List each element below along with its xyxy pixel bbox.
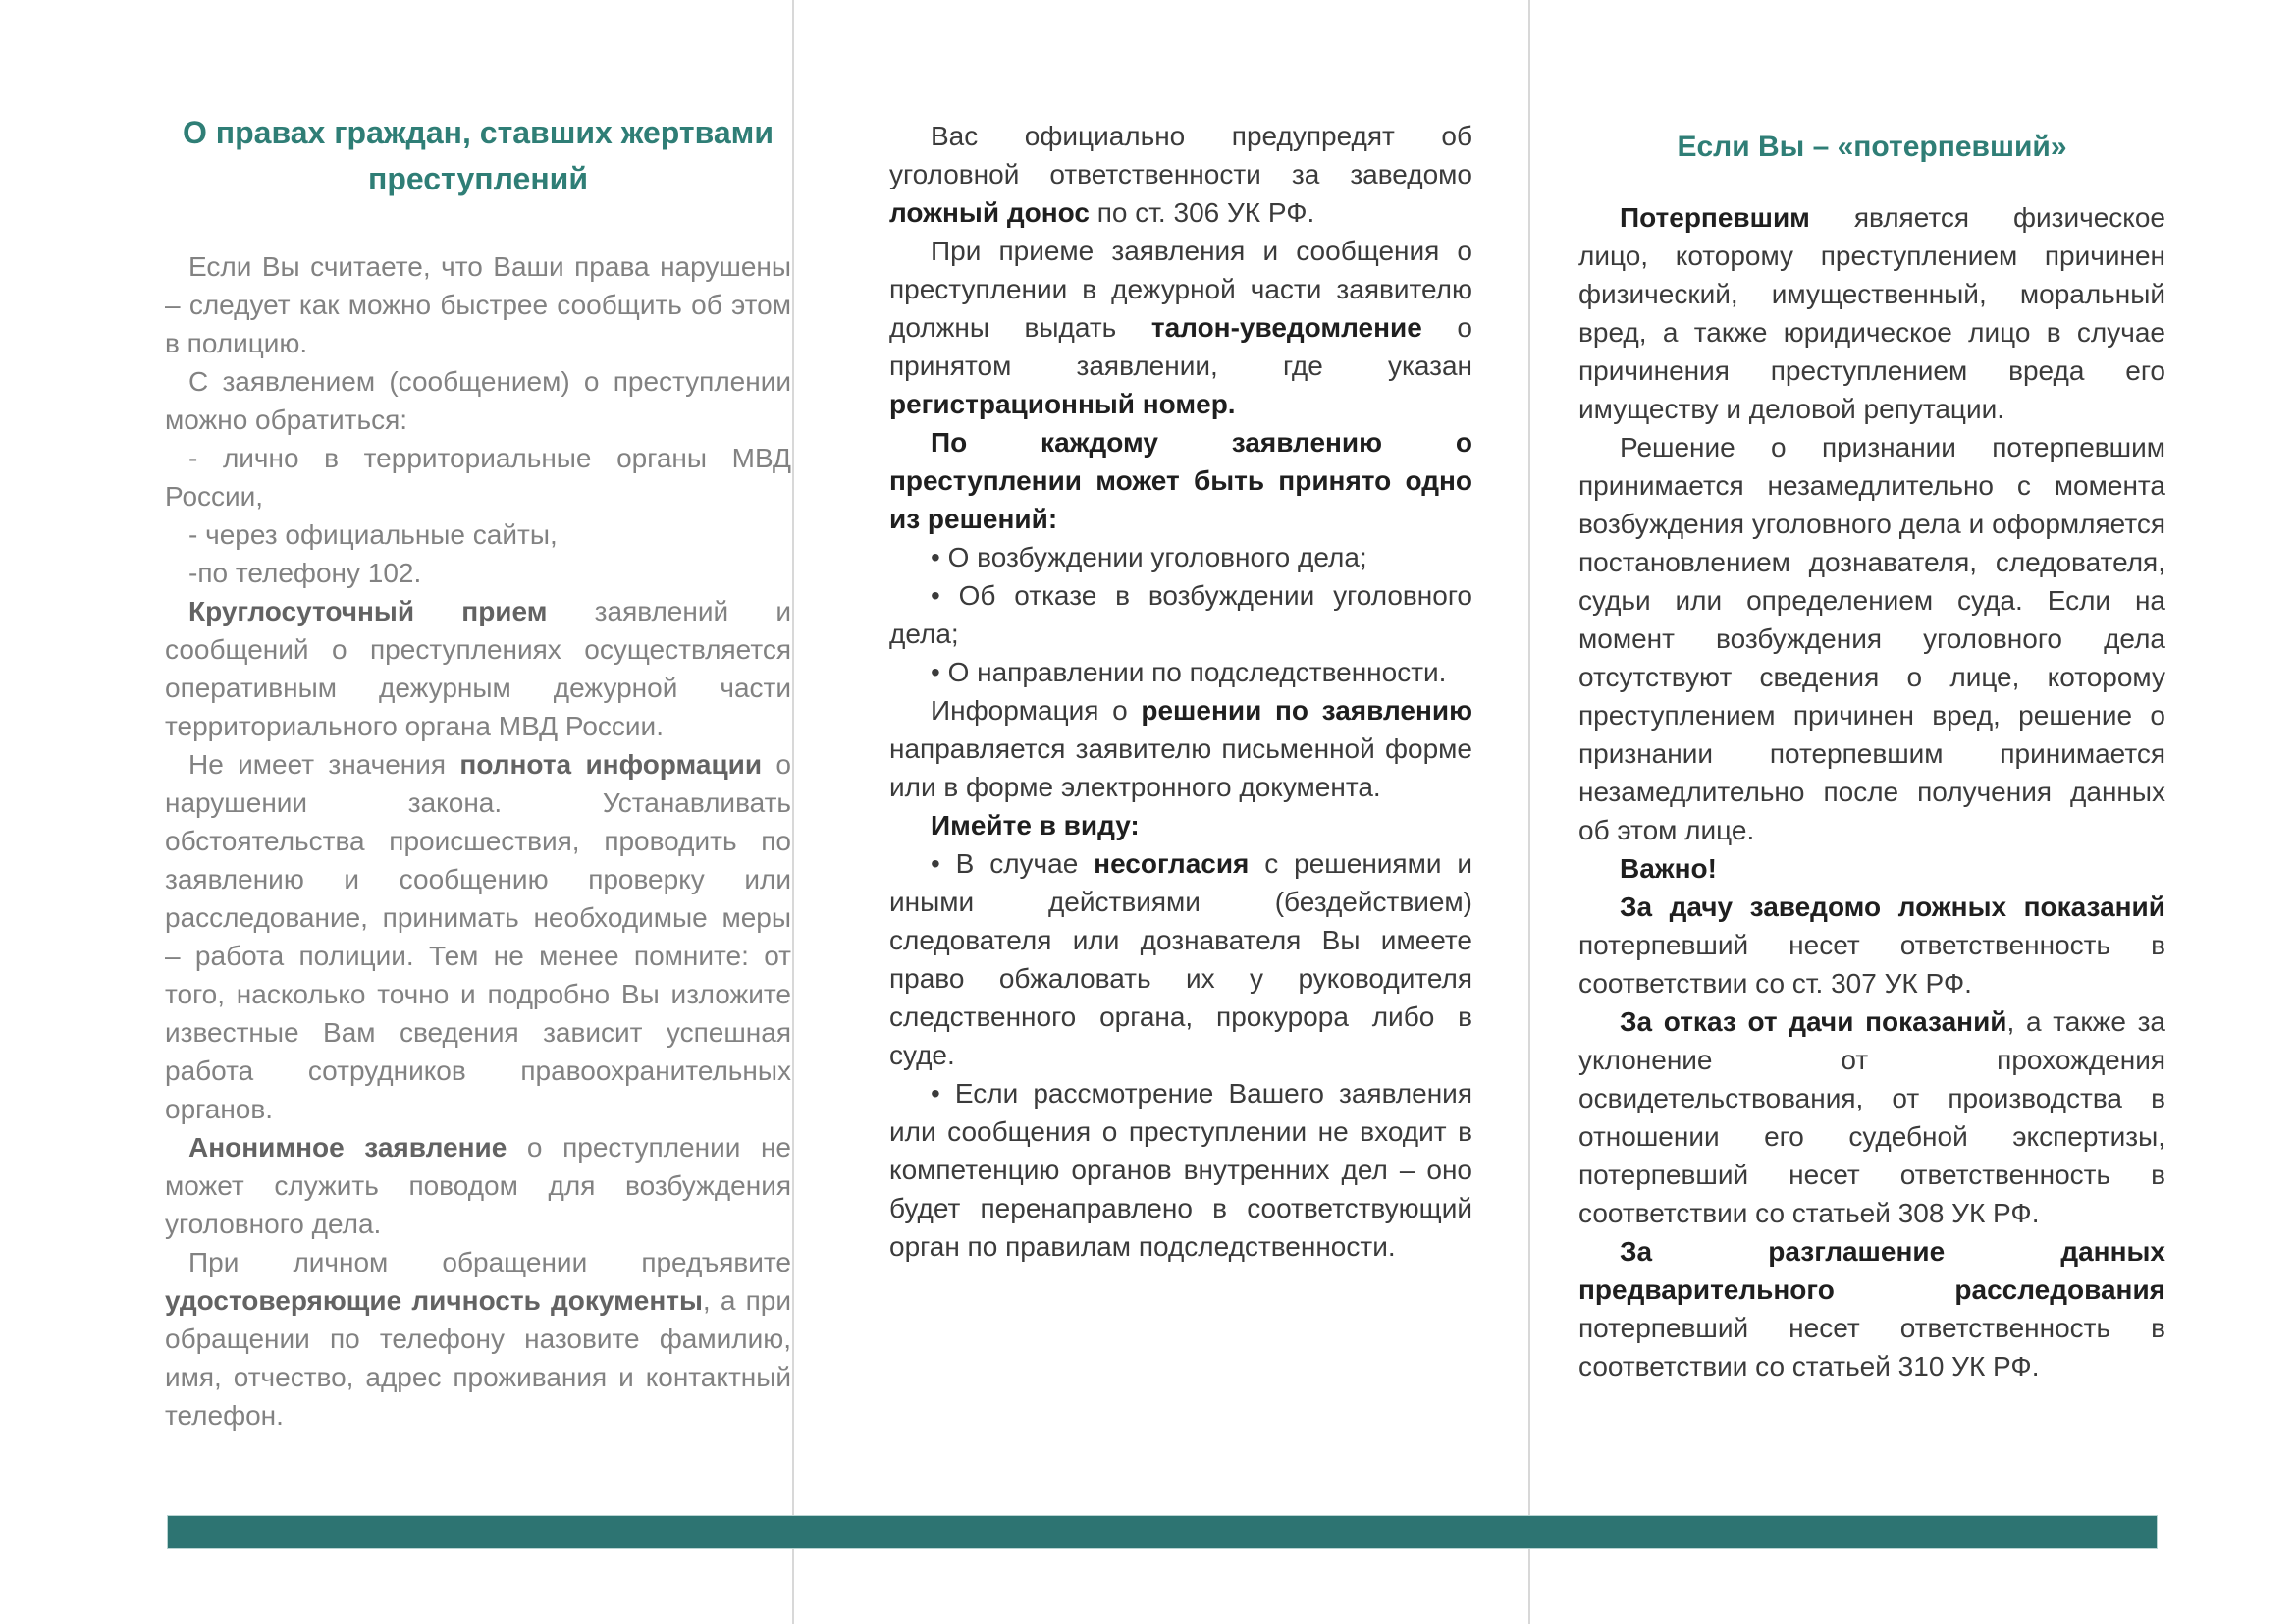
text-run: потерпевший несет ответственность в соответствии со ст. 307 УК РФ. xyxy=(1578,930,2165,999)
text-run: направляется заявителю письменной форме или в форме электронного документа. xyxy=(889,733,1472,802)
paragraph xyxy=(165,362,791,439)
paragraph xyxy=(1578,1002,2165,1232)
paragraph xyxy=(889,117,1472,232)
text-run: является физическое лицо, которому преступлением причинен физический, имущественный, моральный вред, а также юридическое лицо в случае причинения преступлением вреда его имуществу и деловой репутации. xyxy=(1578,202,2165,424)
bold-run: полнота информации xyxy=(459,749,763,780)
paragraph xyxy=(165,515,791,554)
text-run: При личном обращении предъявите xyxy=(188,1247,791,1277)
paragraph xyxy=(889,423,1472,538)
panel-3-title: Если Вы – «потерпевший» xyxy=(1677,131,2067,163)
panel-3-body xyxy=(1578,198,2165,1385)
bold-run: регистрационный номер. xyxy=(889,389,1236,419)
text-run: • Если рассмотрение Вашего заявления или сообщения о преступлении не входит в компетенцию органов внутренних дел – оно будет перенаправлено в соответствующий орган по правилам подследственности. xyxy=(889,1078,1472,1262)
text-run: При приеме заявления и сообщения о преступлении в дежурной части заявителю должны выдать xyxy=(889,236,1472,343)
paragraph xyxy=(889,576,1472,653)
text-run: - лично в территориальные органы МВД России, xyxy=(165,443,791,512)
paragraph xyxy=(165,1243,791,1435)
text-run: - через официальные сайты, xyxy=(188,519,558,550)
text-run: по ст. 306 УК РФ. xyxy=(1089,197,1315,228)
panel-1-title xyxy=(165,110,791,202)
bold-run: За дачу заведомо ложных показаний xyxy=(1620,892,2165,922)
paragraph xyxy=(165,592,791,745)
bold-run: решении по заявлению xyxy=(1141,695,1473,726)
panel-1-body xyxy=(165,247,791,1435)
text-run: потерпевший несет ответственность в соответствии со статьей 310 УК РФ. xyxy=(1578,1313,2165,1381)
text-run: , а при обращении по телефону назовите фамилию, имя, отчество, адрес проживания и контактный телефон. xyxy=(165,1285,791,1431)
text-run: Вас официально предупредят об уголовной ответственности за заведомо xyxy=(889,121,1472,189)
bold-run: талон-уведомление xyxy=(1150,312,1422,343)
bold-run: Круглосуточный прием xyxy=(188,596,548,626)
text-run: о принятом заявлении, где указан xyxy=(889,312,1473,381)
text-run: • О возбуждении уголовного дела; xyxy=(931,542,1367,572)
bold-run: За разглашение данных предварительного расследования xyxy=(1578,1236,2165,1305)
panel-1-title-line-2: преступлений xyxy=(367,161,588,196)
text-run: с решениями и иными действиями (бездействием) следователя или дознавателя Вы имеете право обжаловать их у руководителя следственного органа, прокурора либо в суде. xyxy=(889,848,1472,1070)
text-run: заявлений и сообщений о преступлениях осуществляется оперативным дежурным дежурной части территориального органа МВД России. xyxy=(165,596,791,741)
bold-run: Имейте в виду: xyxy=(931,810,1140,840)
paragraph xyxy=(1578,198,2165,428)
bold-run: По каждому заявлению о преступлении может быть принято одно из решений: xyxy=(889,427,1472,534)
text-run: • О направлении по подследственности. xyxy=(931,657,1447,687)
panel-1-title-line-1: О правах граждан, ставших жертвами xyxy=(183,115,774,150)
text-run: -по телефону 102. xyxy=(188,558,422,588)
paragraph xyxy=(165,247,791,362)
text-run: • В случае xyxy=(931,848,1095,879)
text-run: , а также за уклонение от прохождения освидетельствования, от производства в отношении его судебной экспертизы, потерпевший несет ответственность в соответствии со статьей 308 УК РФ. xyxy=(1578,1006,2166,1228)
text-run: о преступлении не может служить поводом для возбуждения уголовного дела. xyxy=(165,1132,791,1239)
paragraph xyxy=(165,745,791,1128)
paragraph xyxy=(1578,428,2165,849)
text-run: • Об отказе в возбуждении уголовного дела; xyxy=(889,580,1472,649)
bold-run: удостоверяющие личность документы xyxy=(165,1285,703,1316)
footer-bar xyxy=(167,1515,2158,1549)
bold-run: ложный донос xyxy=(889,197,1090,228)
text-run: Не имеет значения xyxy=(188,749,460,780)
paragraph xyxy=(165,439,791,515)
paragraph xyxy=(889,538,1472,576)
bold-run: Важно! xyxy=(1620,853,1717,884)
text-run: о нарушении закона. Устанавливать обстоятельства происшествия, проводить по заявлению и сообщению проверку или расследование, принимать необходимые меры – работа полиции. Тем не менее помните: от того, насколько точно и подробно Вы изложите известные Вам сведения зависит успешная работа сотрудников правоохранительных органов. xyxy=(165,749,791,1124)
panel-application-process xyxy=(889,117,1472,1266)
paragraph xyxy=(1578,1232,2165,1385)
paragraph xyxy=(165,1128,791,1243)
text-run: Если Вы считаете, что Ваши права нарушены – следует как можно быстрее сообщить об этом в полицию. xyxy=(165,251,791,358)
paragraph xyxy=(889,232,1472,423)
paragraph xyxy=(889,844,1472,1074)
text-run: Информация о xyxy=(931,695,1142,726)
text-run: С заявлением (сообщением) о преступлении можно обратиться: xyxy=(165,366,791,435)
text-run: Решение о признании потерпевшим принимается незамедлительно с момента возбуждения уголовного дела и оформляется постановлением дознавателя, следователя, судьи или определением суда. Если на момент возбуждения уголовного дела отсутствуют сведения о лице, которому преступлением причинен вред, решение о признании потерпевшим принимается незамедлительно после получения данных об этом лице. xyxy=(1578,432,2165,845)
paragraph xyxy=(889,653,1472,691)
panel-victim-status xyxy=(1578,124,2165,1385)
paragraph xyxy=(889,1074,1472,1266)
fold-line-left xyxy=(792,0,794,1624)
paragraph xyxy=(889,691,1472,806)
paragraph xyxy=(1578,888,2165,1002)
panel-2-body xyxy=(889,117,1472,1266)
bold-run: Потерпевшим xyxy=(1620,202,1810,233)
bold-run: несогласия xyxy=(1094,848,1250,879)
paragraph xyxy=(1578,849,2165,888)
paragraph xyxy=(165,554,791,592)
bold-run: Анонимное заявление xyxy=(188,1132,507,1163)
panel-victim-rights xyxy=(165,110,791,1435)
bold-run: За отказ от дачи показаний xyxy=(1620,1006,2007,1037)
fold-line-right xyxy=(1528,0,1530,1624)
paragraph xyxy=(889,806,1472,844)
